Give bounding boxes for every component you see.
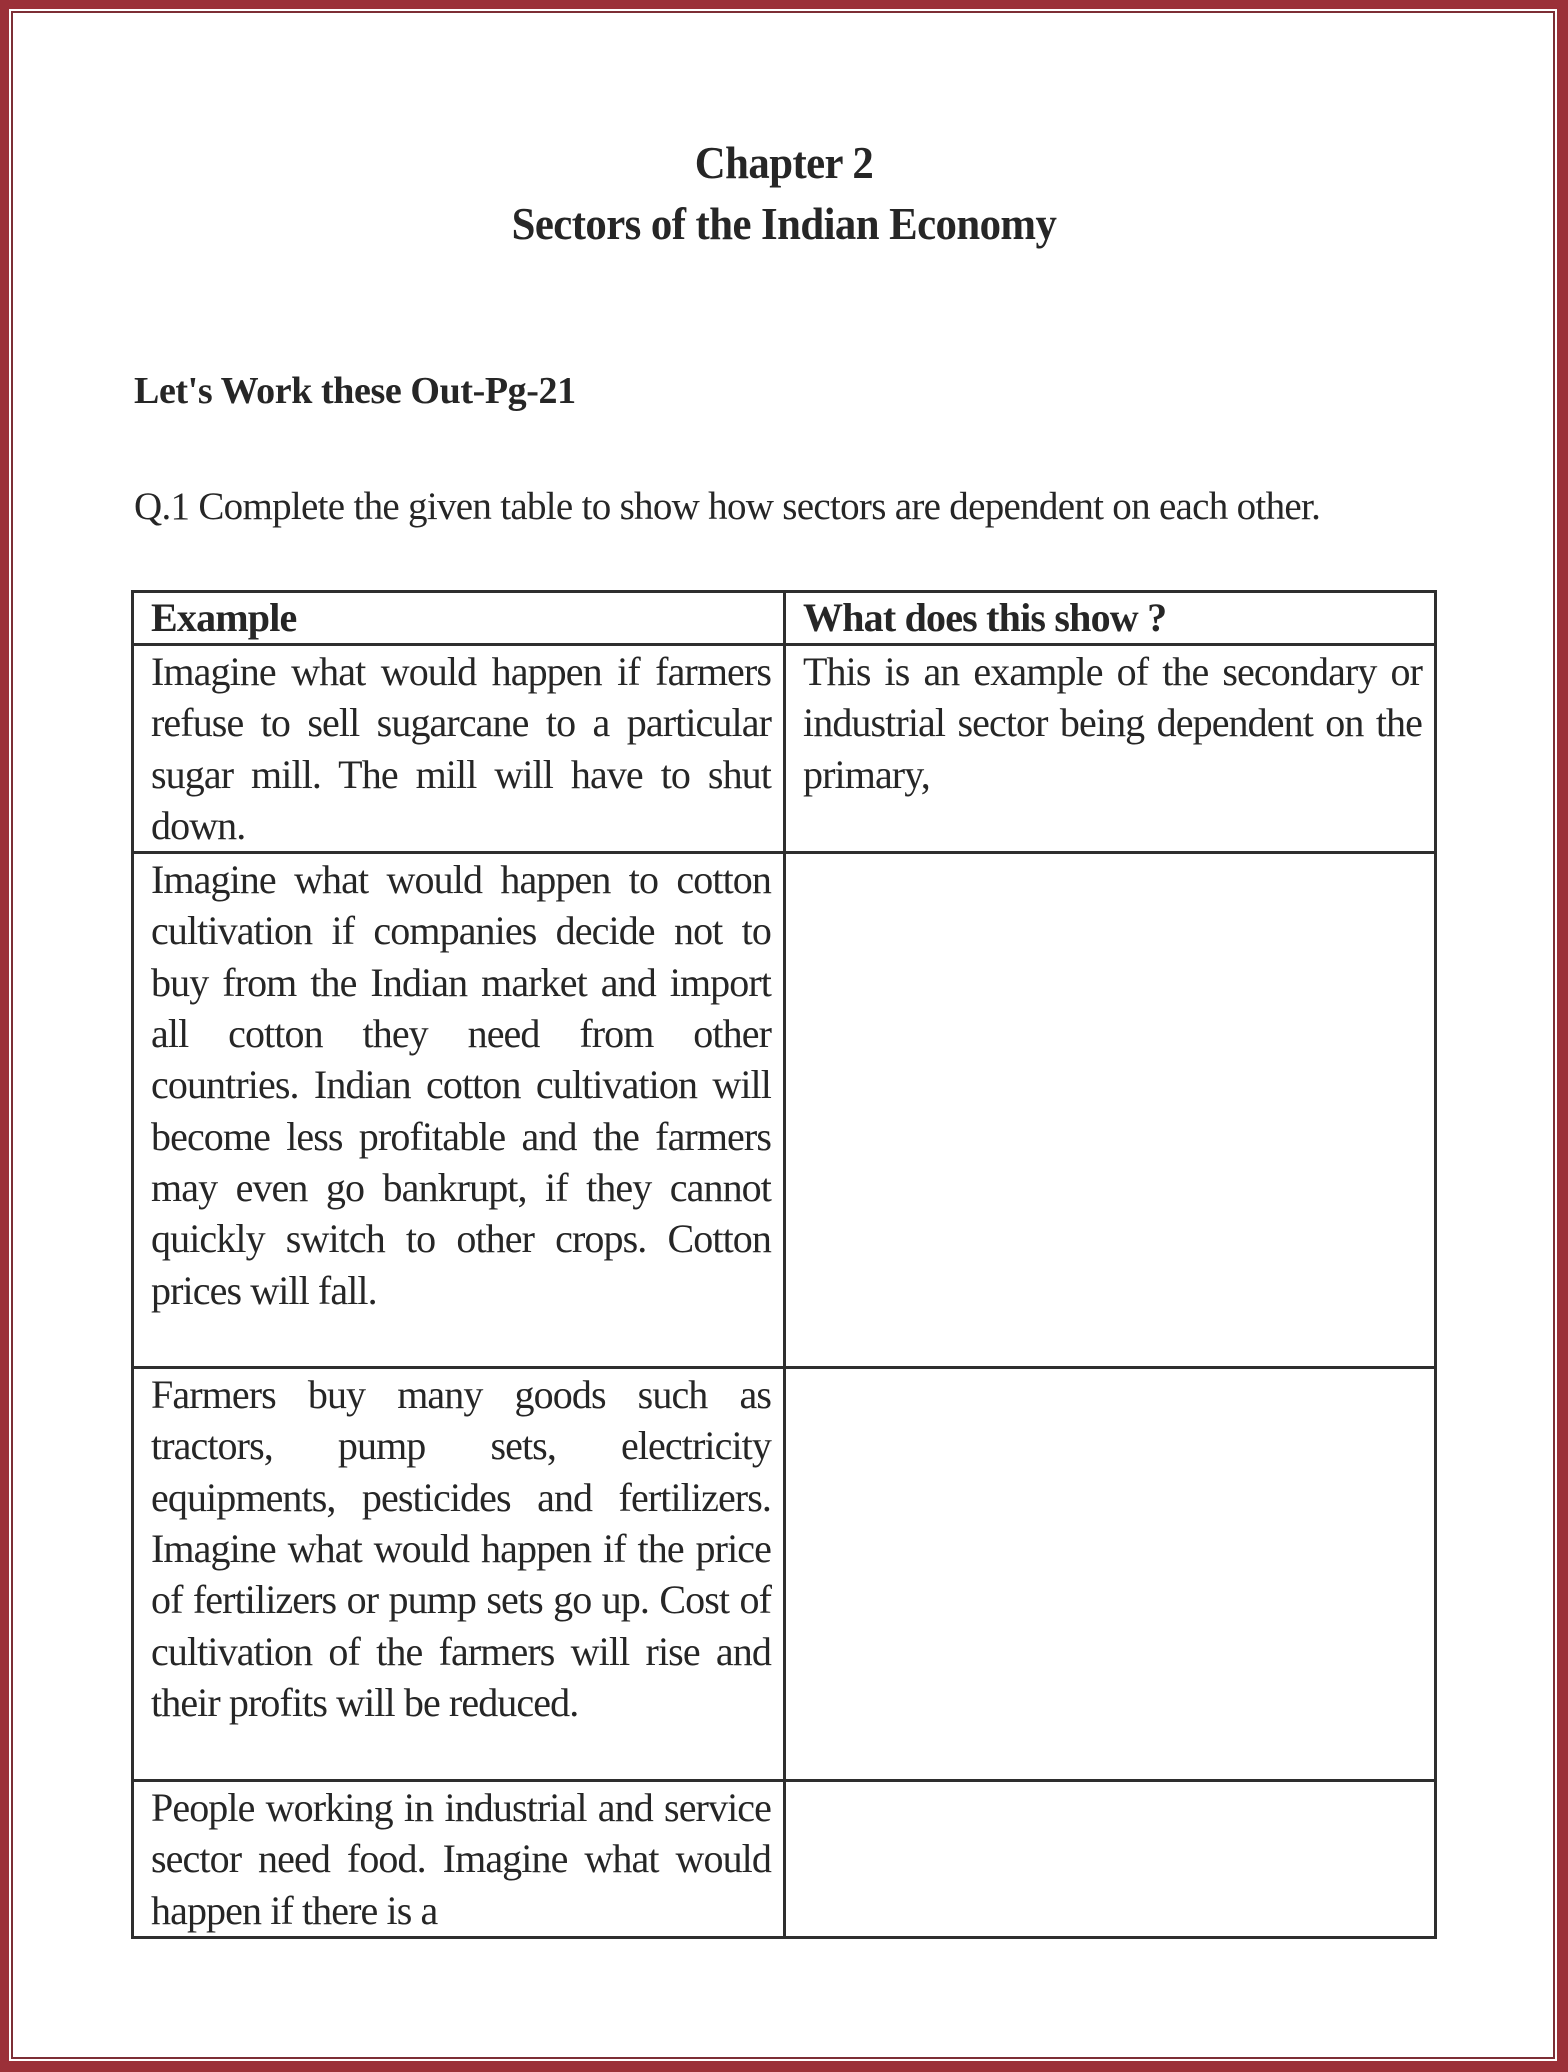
question-text: Q.1 Complete the given table to show how sectors are dependent on each other.	[134, 485, 1321, 528]
answer-cell	[785, 853, 1436, 1368]
chapter-number: Chapter 2	[694, 137, 874, 188]
table-row	[133, 645, 1436, 853]
section-heading: Let's Work these Out-Pg-21	[134, 370, 576, 412]
table-row	[133, 853, 1436, 1368]
example-cell: People working in industrial and service sector need food. Imagine what would happen if there is a	[133, 1781, 785, 1938]
dependency-table	[131, 590, 1437, 1939]
answer-cell	[785, 1368, 1436, 1781]
header-what-does-this-show: What does this show ?	[785, 592, 1436, 645]
header-example: Example	[133, 592, 785, 645]
answer-cell	[785, 1781, 1436, 1938]
example-cell: Farmers buy many goods such as tractors, pump sets, electricity equipments, pesticides and fertilizers. Imagine what would happen if the price of fertilizers or pump sets go up. Cost of cultivation of the farmers will rise and their profits will be reduced.	[133, 1368, 785, 1781]
table-header-row	[133, 592, 1436, 645]
example-cell: Imagine what would happen to cotton cultivation if companies decide not to buy from the Indian market and import all cotton they need from other countries. Indian cotton cultivation will become less profitable and the farmers may even go bankrupt, if they cannot quickly switch to other crops. Cotton prices will fall.	[133, 853, 785, 1368]
table-row	[133, 1368, 1436, 1781]
chapter-title: Sectors of the Indian Economy	[511, 198, 1057, 249]
table-row	[133, 1781, 1436, 1938]
example-cell: Imagine what would happen if farmers refuse to sell sugarcane to a particular sugar mill. The mill will have to shut down.	[133, 645, 785, 853]
answer-cell: This is an example of the secondary or industrial sector being dependent on the primary,	[785, 645, 1436, 853]
